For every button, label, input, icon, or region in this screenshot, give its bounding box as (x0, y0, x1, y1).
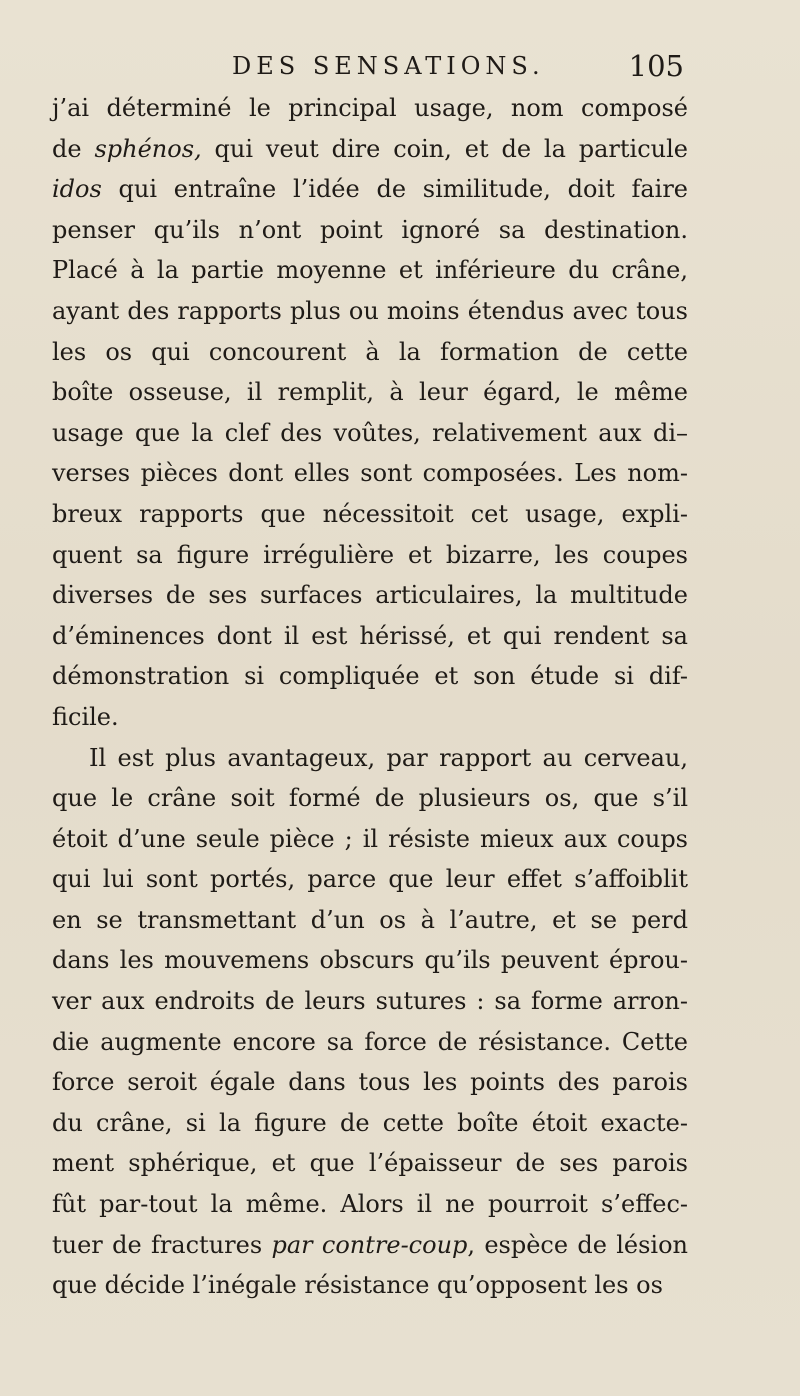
text-segment: de (52, 134, 95, 163)
text-line (52, 1265, 688, 1306)
text-line (52, 453, 688, 494)
page-header (232, 49, 684, 86)
text-segment: d’éminences dont il est hérissé, et qui rendent sa (52, 621, 688, 650)
text-line (52, 656, 688, 697)
text-segment: ment sphérique, et que l’épaisseur de ses parois (52, 1149, 688, 1178)
text-segment: les os qui concourent à la formation de cette (52, 337, 688, 366)
running-head: DES SENSATIONS. (232, 52, 545, 80)
text-segment: penser qu’ils n’ont point ignoré sa destination. (52, 215, 688, 244)
text-segment: j’ai déterminé le principal usage, nom composé (52, 94, 688, 122)
text-line (52, 332, 688, 373)
text-line (52, 819, 688, 860)
text-line (52, 535, 688, 576)
text-segment: die augmente encore sa force de résistance. Cette (52, 1027, 688, 1056)
text-segment: étoit d’une seule pièce ; il résiste mieux aux coups (52, 824, 688, 853)
text-line (52, 738, 688, 779)
text-line (52, 210, 688, 251)
text-line (52, 413, 688, 454)
text-line (52, 169, 688, 210)
text-segment: qui lui sont portés, parce que leur effet s’affoiblit (52, 865, 688, 894)
text-segment: breux rapports que nécessitoit cet usage, expli- (52, 499, 688, 528)
body-text (52, 88, 688, 1306)
text-line (52, 1184, 688, 1225)
text-segment: , espèce de lésion (467, 1230, 688, 1259)
text-segment: ficile. (52, 702, 119, 731)
text-line (52, 1062, 688, 1103)
text-line (52, 1022, 688, 1063)
italic-term: idos (52, 175, 102, 204)
text-segment: démonstration si compliquée et son étude si dif- (52, 662, 688, 691)
text-segment: que décide l’inégale résistance qu’opposent les os (52, 1271, 663, 1300)
text-segment: ver aux endroits de leurs sutures : sa forme arron- (52, 987, 688, 1016)
text-line (52, 250, 688, 291)
text-segment: boîte osseuse, il remplit, à leur égard, le même (52, 378, 688, 407)
text-segment: ayant des rapports plus ou moins étendus avec tous (52, 296, 688, 325)
text-segment: en se transmettant d’un os à l’autre, et se perd (52, 905, 688, 934)
text-line (52, 981, 688, 1022)
text-line (52, 1103, 688, 1144)
page-number: 105 (628, 49, 684, 83)
text-line (52, 1225, 688, 1266)
text-segment: Placé à la partie moyenne et inférieure du crâne, (52, 256, 688, 285)
text-line (52, 575, 688, 616)
text-segment: dans les mouvemens obscurs qu’ils peuvent éprou- (52, 946, 688, 975)
text-line (52, 616, 688, 657)
text-line (52, 1143, 688, 1184)
text-line (52, 372, 688, 413)
text-line (52, 900, 688, 941)
text-segment: tuer de fractures (52, 1230, 272, 1259)
text-segment: force seroit égale dans tous les points des parois (52, 1068, 688, 1097)
text-line (52, 940, 688, 981)
text-line (52, 697, 688, 738)
text-line (52, 778, 688, 819)
text-line (52, 129, 688, 170)
italic-term: sphénos, (94, 134, 202, 163)
text-segment: usage que la clef des voûtes, relativement aux di– (52, 418, 688, 447)
text-segment: que le crâne soit formé de plusieurs os, que s’il (52, 784, 688, 813)
text-line (52, 291, 688, 332)
text-segment: quent sa figure irrégulière et bizarre, les coupes (52, 540, 688, 569)
text-segment: du crâne, si la figure de cette boîte étoit exacte- (52, 1108, 688, 1137)
text-segment: qui entraîne l’idée de similitude, doit faire (101, 175, 688, 204)
text-line (52, 859, 688, 900)
text-segment: qui veut dire coin, et de la particule (201, 134, 688, 163)
text-line (52, 88, 688, 129)
text-segment: diverses de ses surfaces articulaires, la multitude (52, 581, 688, 610)
text-line (52, 494, 688, 535)
text-segment: Il est plus avantageux, par rapport au cerveau, (89, 743, 688, 772)
text-segment: fût par-tout la même. Alors il ne pourroit s’effec- (52, 1190, 688, 1219)
text-segment: verses pièces dont elles sont composées. Les nom- (52, 459, 688, 488)
italic-term: par contre-coup (271, 1230, 468, 1259)
